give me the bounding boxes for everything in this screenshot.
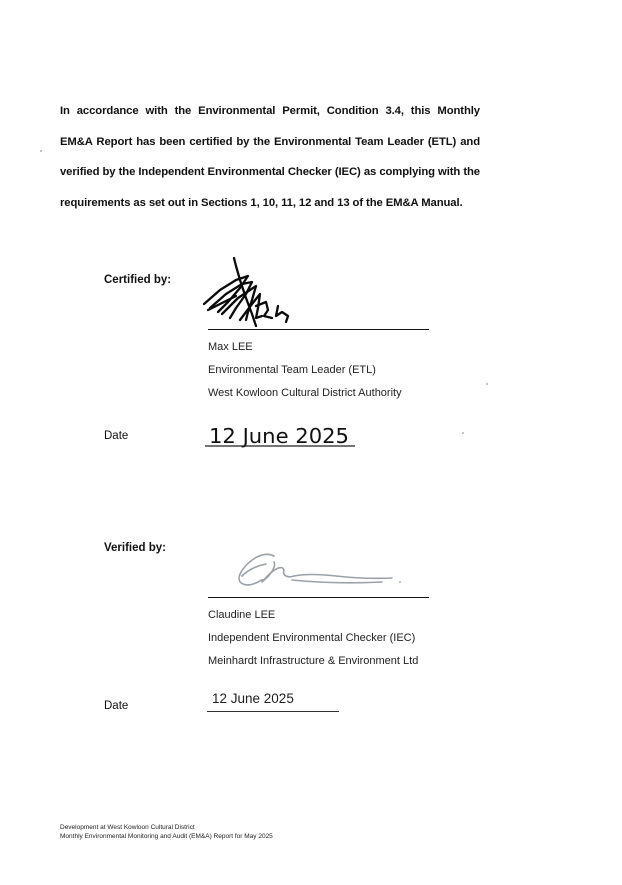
iec-organisation: Meinhardt Infrastructure & Environment Ltd xyxy=(208,655,419,667)
etl-date-text: 12 June 2025 xyxy=(209,424,349,448)
iec-role: Independent Environmental Checker (IEC) xyxy=(208,632,416,644)
iec-date-underline xyxy=(207,711,339,712)
scan-speck xyxy=(40,150,42,152)
certified-by-label: Certified by: xyxy=(104,274,172,286)
etl-role: Environmental Team Leader (ETL) xyxy=(208,364,376,376)
etl-name: Max LEE xyxy=(208,341,253,353)
etl-date-label: Date xyxy=(104,430,129,442)
etl-handwritten-date xyxy=(205,422,360,448)
etl-signature xyxy=(196,254,306,332)
iec-signature-line xyxy=(208,597,429,598)
verified-by-label: Verified by: xyxy=(104,542,166,554)
etl-signature-line xyxy=(208,329,429,330)
scan-speck xyxy=(462,432,464,434)
iec-date-label: Date xyxy=(104,700,129,712)
etl-organisation: West Kowloon Cultural District Authority xyxy=(208,387,402,399)
iec-name: Claudine LEE xyxy=(208,609,276,621)
certification-statement: In accordance with the Environmental Permit, Condition 3.4, this Monthly EM&A Report has been certified by the Environmental Team Leader (ETL) and verified by the Independent Environmental Checker (IEC) as complying with the requirements as set out in Sections 1, 10, 11, 12 and 13 of the EM&A Manual. xyxy=(60,105,480,209)
iec-signature xyxy=(232,544,407,594)
footer-report: Monthly Environmental Monitoring and Audit (EM&A) Report for May 2025 xyxy=(60,833,273,840)
scan-speck xyxy=(486,383,488,385)
iec-date: 12 June 2025 xyxy=(212,691,294,706)
footer-project: Development at West Kowloon Cultural District xyxy=(60,824,195,831)
